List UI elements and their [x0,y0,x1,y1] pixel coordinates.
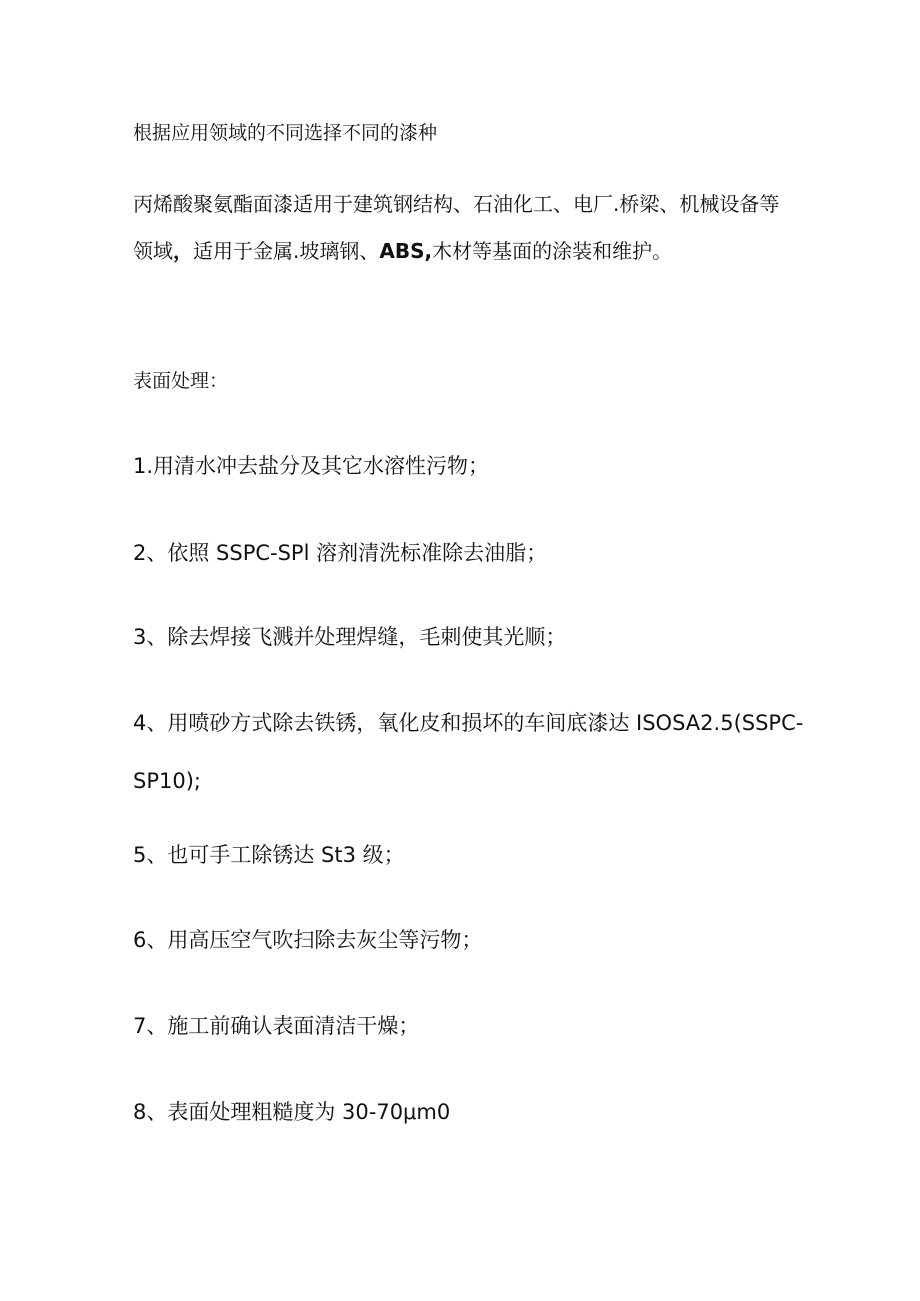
step-3: 3、除去焊接飞溅并处理焊缝，毛刺使其光顺； [133,625,567,649]
step-4-line-1: 4、用喷砂方式除去铁锈，氧化皮和损坏的车间底漆达 ISOSA2.5(SSPC- [133,711,804,735]
step-1: 1.用清水冲去盐分及其它水溶性污物； [133,454,490,478]
intro-line-1: 丙烯酸聚氨酯面漆适用于建筑钢结构、石油化工、电厂.桥梁、机械设备等 [133,192,780,216]
step-8: 8、表面处理粗糙度为 30-70μm0 [133,1100,451,1124]
section-title: 表面处理： [133,370,229,392]
step-6: 6、用高压空气吹扫除去灰尘等污物； [133,928,483,952]
intro-comma: ， [173,239,193,263]
intro-abs: ABS, [379,239,433,263]
step-4-line-2: SP10); [133,769,201,793]
heading: 根据应用领域的不同选择不同的漆种 [133,122,438,144]
intro-text-a: 领域 [133,239,173,263]
intro-text-c: 木材等基面的涂装和维护。 [432,239,673,263]
step-2: 2、依照 SSPC-SPl 溶剂清洗标准除去油脂； [133,541,548,565]
step-7: 7、施工前确认表面清洁干燥； [133,1014,420,1038]
intro-line-2 [133,241,672,261]
step-5: 5、也可手工除锈达 St3 级； [133,843,405,867]
intro-text-b: 适用于金属.坡璃钢、 [193,239,380,263]
